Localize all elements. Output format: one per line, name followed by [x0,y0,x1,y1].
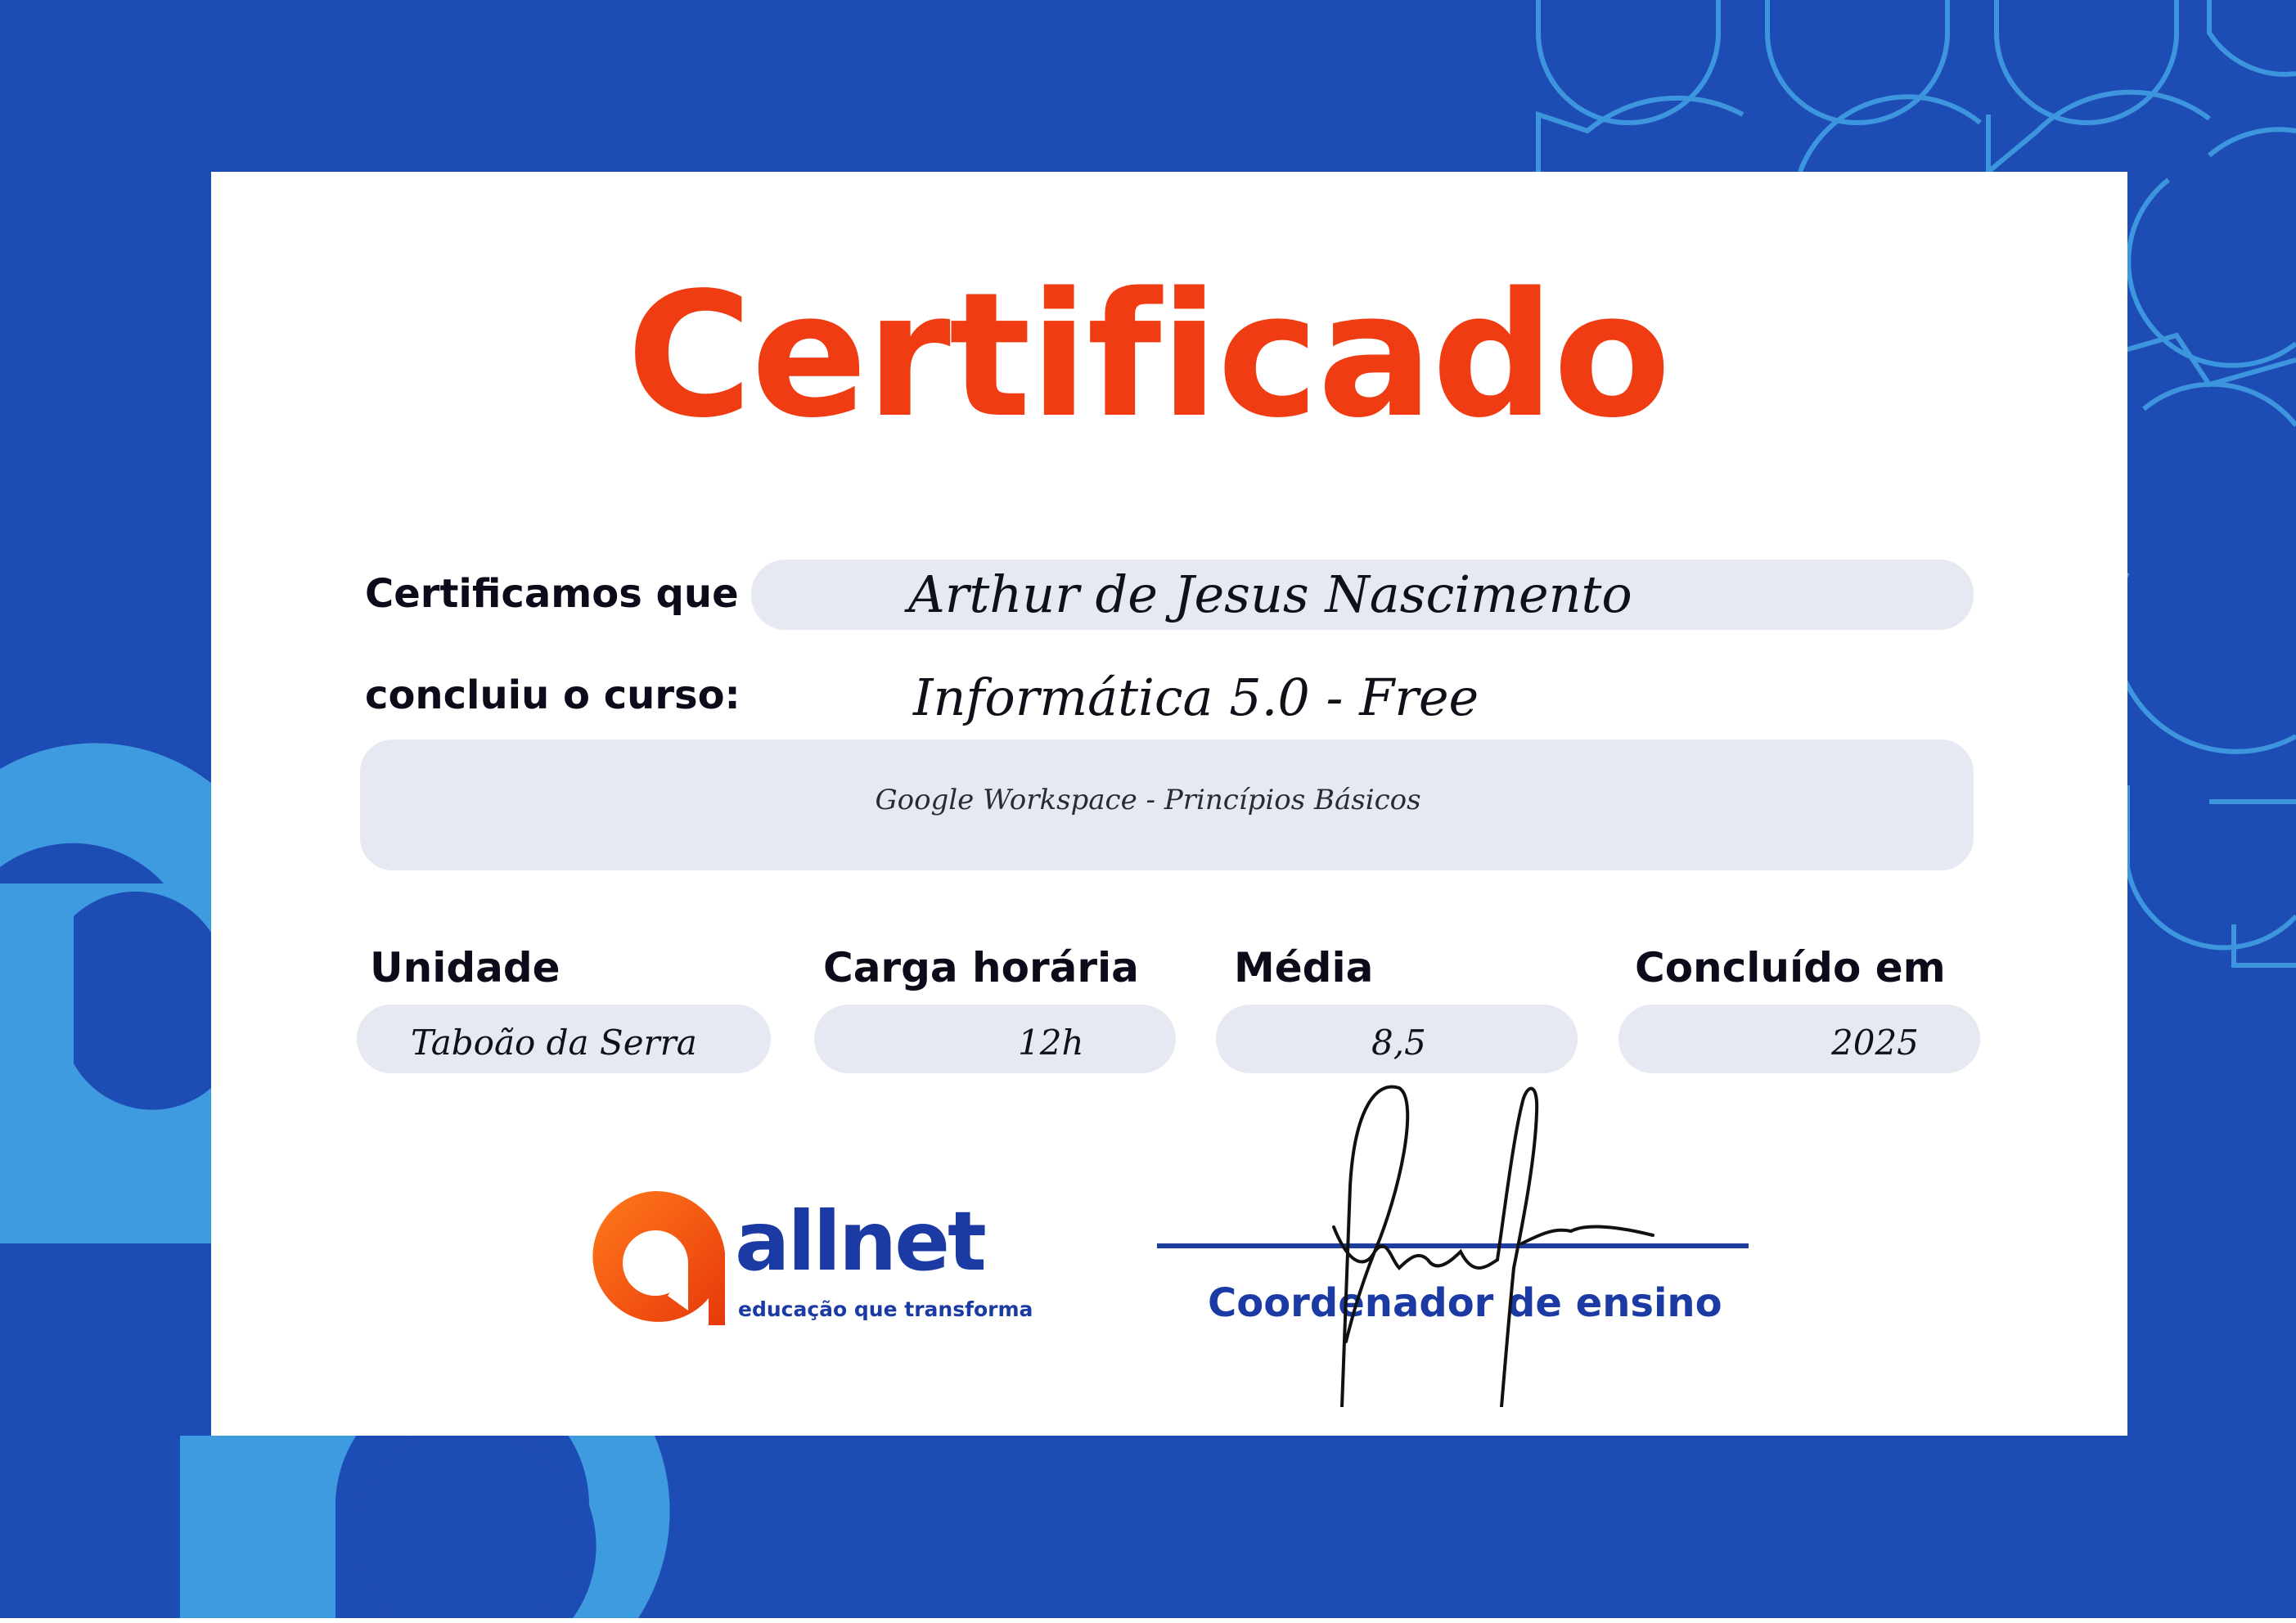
hours-label: Carga horária [823,944,1139,991]
handwritten-signature [1276,1063,1800,1407]
unit-value: Taboão da Serra [411,1023,697,1063]
allnet-logo-wordmark: allnet [735,1194,984,1289]
course-label: concluiu o curso: [365,672,741,718]
completed-value: 2025 [1831,1023,1919,1063]
certificate-title: Certificado [626,255,1670,456]
grade-value: 8,5 [1371,1023,1426,1063]
course-name: Informática 5.0 - Free [913,668,1479,727]
allnet-tagline: educação que transforma [738,1297,1033,1321]
allnet-logo-icon [586,1188,725,1325]
hours-value: 12h [1018,1023,1084,1063]
hours-field [814,1005,1176,1073]
grade-label: Média [1234,944,1374,991]
signature-role: Coordenador de ensino [1208,1280,1722,1326]
unit-label: Unidade [370,944,560,991]
modules-text: Google Workspace - Princípios Básicos [875,784,1421,816]
student-name: Arthur de Jesus Nascimento [908,564,1632,624]
bottom-white-edge [0,1618,2296,1623]
completed-label: Concluído em [1635,944,1946,991]
certify-label: Certificamos que [365,571,739,617]
